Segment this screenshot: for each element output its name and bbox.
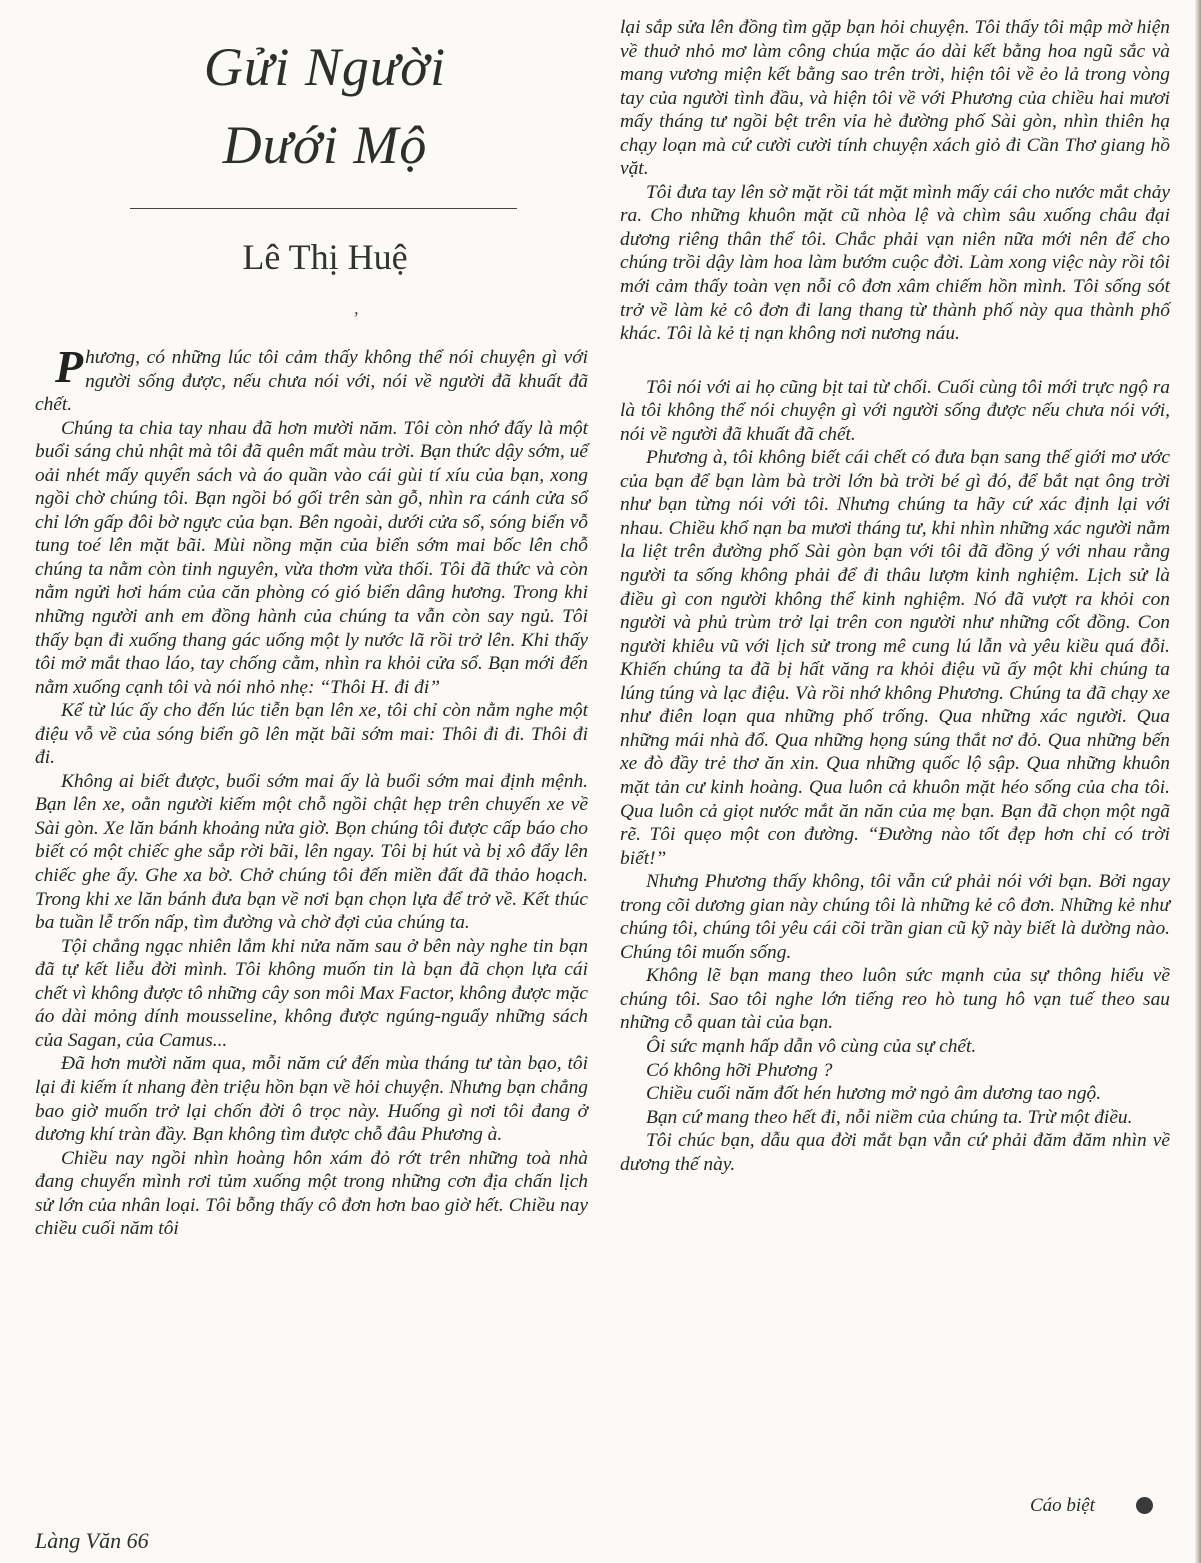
left-column	[35, 341, 588, 1241]
paragraph: Kể từ lúc ấy cho đến lúc tiễn bạn lên xe, tôi chỉ còn nằm nghe một điệu vỗ về của sóng biển gõ lên mặt bãi sớm mai: Thôi đi đi. Thôi đi đi.	[35, 700, 588, 769]
paragraph: Bạn cứ mang theo hết đi, nỗi niềm của chúng ta. Trừ một điều.	[646, 1106, 1133, 1128]
stray-print-mark: ʼ	[352, 308, 358, 328]
paragraph: Ôi sức mạnh hấp dẫn vô cùng của sự chết.	[646, 1035, 977, 1057]
paragraph: Không lẽ bạn mang theo luôn sức mạnh của sự thông hiểu về chúng tôi. Sao tôi nghe lớn tiếng reo hò tung hô vạn tuế theo sau những cỗ quan tài của bạn.	[620, 965, 1170, 1034]
paragraph: Chiều nay ngồi nhìn hoàng hôn xám đỏ rớt trên những toà nhà đang chuyển mình rơi tủm xuống một trong những cơn địa chấn lịch sử lớn của nhân loại. Tôi bỗng thấy cô đơn hơn bao giờ hết. Chiều nay chiều cuối năm tôi	[35, 1147, 588, 1240]
paragraph: lại sắp sửa lên đồng tìm gặp bạn hỏi chuyện. Tôi thấy tôi mập mờ hiện về thuở nhỏ mơ làm công chúa mặc áo dài kết bằng hoa ngũ sắc và mang vương miện kết bằng sao trên trời, hiện tôi về ẻo lả trong vòng tay của người tình đầu, và hiện tôi về với Phương của chiều hai mươi mấy tháng tư ngồi bệt trên vỉa hè đường phố Sài gòn, nhìn thiên hạ chạy loạn mà cứ cười cười tính chuyện xách giỏ đi Cần Thơ giang hồ vặt.	[620, 17, 1170, 180]
drop-cap: P	[55, 341, 84, 392]
paragraph: Tôi nói với ai họ cũng bịt tai từ chối. Cuối cùng tôi mới trực ngộ ra là tôi không thể nói chuyện gì với người sống được nếu chưa nói với, nói về người đã khuất đã chết.	[620, 376, 1170, 445]
signoff: Cáo biệt	[1030, 1495, 1095, 1516]
title-line-1: Gửi Người	[203, 37, 447, 97]
title-divider	[130, 208, 517, 209]
paragraph: Tôi chúc bạn, dẫu qua đời mắt bạn vẫn cứ phải đăm đăm nhìn về dương thế này.	[620, 1130, 1170, 1175]
paragraph: Không ai biết được, buổi sớm mai ấy là buổi sớm mai định mệnh. Bạn lên xe, oằn người kiếm một chỗ ngồi chật hẹp trên chuyến xe về Sài gòn. Xe lăn bánh khoảng nửa giờ. Bọn chúng tôi được cấp báo cho biết có một chiếc ghe sắp rời bãi, lên ngay. Tôi bị hút và bị xô đẩy lên chiếc ghe ấy. Ghe xa bờ. Chở chúng tôi đến miền đất đã thảo hoạch. Trong khi xe lăn bánh đưa bạn về nơi bạn chọn lựa để trở về. Kết thúc ba tuần lễ trốn nấp, tìm đường và chờ đợi của chúng ta.	[35, 770, 588, 934]
article-title	[130, 28, 520, 184]
paragraph: Phương à, tôi không biết cái chết có đưa bạn sang thế giới mơ ước của bạn để bạn làm bà trời lớn bà trời bé gì đó, để bắt nạt ông trời như bạn từng nói với tôi. Nhưng chúng ta hãy cứ xác định lại với nhau. Chiều khổ nạn ba mươi tháng tư, khi nhìn những xác người nằm la liệt trên đường phố Sài gòn bạn với tôi đã đồng ý với nhau rằng người ta sống không phải để đi thâu lượm kinh nghiệm. Lịch sử là điều gì con người không thể kinh nghiệm. Nó đã vượt ra khỏi con người và phủ trùm trở lại trên con người như những cốt đồng. Con người khiêu vũ với lịch sử trong mê cung lú lẫn và yêu kiều quá đỗi. Khiến chúng ta đã bị hất văng ra khỏi điệu vũ ấy một khi chúng ta lúng túng và lạc điệu. Và rồi nhớ không Phương. Chúng ta đã chạy xe như điên loạn qua những phố trống. Qua những xác người. Qua những mái nhà đổ. Qua những họng súng thắt nơ đỏ. Qua những bến xe đò đầy trẻ thơ ăn xin. Qua những quốc lộ sập. Qua những khuôn mặt tản cư kinh hoàng. Qua luôn cả khuôn mặt héo sống của cha tôi. Qua luôn cả giọt nước mắt ăn năn của mẹ bạn. Bạn đã chọn một ngã rẽ. Tôi quẹo một con đường. “Đường nào tốt đẹp hơn chỉ có trời biết!”	[620, 447, 1170, 869]
author-name: Lê Thị Huệ	[242, 237, 408, 277]
paragraph: Đã hơn mười năm qua, mỗi năm cứ đến mùa tháng tư tàn bạo, tôi lại đi kiếm ít nhang đèn triệu hồn bạn về hỏi chuyện. Nhưng bạn chẳng bao giờ muốn trở lại chốn đời ô trọc này. Huống gì nơi tôi đang ở dương khí tràn đầy. Bạn không tìm được chỗ đâu Phương à.	[35, 1053, 588, 1146]
paragraph: Tôi đưa tay lên sờ mặt rồi tát mặt mình mấy cái cho nước mắt chảy ra. Cho những khuôn mặt cũ nhòa lệ và chìm sâu xuống châu đại dương riêng thân thể tôi. Chắc phải vạn niên nữa mới nên để cho chúng trồi dậy làm hoa làm bướm cuộc đời. Làm xong việc này rồi tôi mới cảm thấy toàn vẹn nỗi cô đơn xâm chiếm hồn mình. Tôi sống sót trở về làm kẻ cô đơn đi lang thang từ thành phố này qua thành phố khác. Tôi là kẻ tị nạn không nơi nương náu.	[620, 181, 1170, 345]
paragraph: Chúng ta chia tay nhau đã hơn mười năm. Tôi còn nhớ đấy là một buổi sáng chủ nhật mà tôi đã quên mất màu trời. Bạn thức dậy sớm, uể oải nhét mấy quyển sách và áo quần vào cái gùi tí xíu của bạn, xong ngồi chờ chúng tôi. Bạn ngồi bó gối trên sàn gỗ, nhìn ra cánh cửa sổ chỉ lớn gấp đôi bờ ngực của bạn. Bên ngoài, dưới cửa sổ, sóng biển vỗ tung toé lên mặt bãi. Mùi nồng mặn của biển sớm mai bốc lên chỗ chúng ta nằm còn tinh nguyên, vừa thơm vừa thối. Tôi đã thức và còn nằm ngửi hơi hám của căn phòng có gió biển dâng hương. Trong khi những người anh em đồng hành của chúng ta vẫn còn say ngủ. Tôi thấy bạn đi xuống thang gác uống một ly nước lã rồi trở lên. Khi thấy tôi mở mắt thao láo, tay chống cằm, nhìn ra khỏi cửa sổ. Bạn mới đến nằm xuống cạnh tôi và nói nhỏ nhẹ: “Thôi H. đi đi”	[35, 417, 588, 698]
right-column	[620, 16, 1170, 1176]
end-of-article-dot-icon	[1136, 1497, 1153, 1514]
paragraph-text: hương, có những lúc tôi cảm thấy không thể nói chuyện gì với người sống được, nếu chưa nói với, nói về người đã khuất đã chết.	[35, 347, 588, 416]
paragraph: Có không hỡi Phương ?	[646, 1059, 833, 1081]
title-line-2: Dưới Mộ	[222, 115, 428, 175]
paragraph: Chiều cuối năm đốt hén hương mở ngỏ âm dương tao ngộ.	[646, 1083, 1102, 1105]
page-footer: Làng Văn 66	[35, 1528, 149, 1553]
paragraph: Tội chẳng ngạc nhiên lắm khi nửa năm sau ở bên này nghe tin bạn đã tự kết liễu đời mình. Tôi không muốn tin là bạn đã chọn lựa cái chết vì không được tô những cây son môi Max Factor, không được mặc áo dài mỏng dính mousseline, không được ngúng-nguẩy những sách của Sagan, của Camus...	[35, 935, 588, 1051]
paragraph	[35, 341, 588, 417]
paragraph: Nhưng Phương thấy không, tôi vẫn cứ phải nói với bạn. Bởi ngay trong cõi dương gian này chúng tôi là những kẻ cô đơn. Những kẻ như chúng tôi, chúng tôi yêu cái cõi trần gian cũ kỹ này biết là dường nào. Chúng tôi muốn sống.	[620, 871, 1170, 963]
page-edge-shadow	[1195, 0, 1201, 1563]
